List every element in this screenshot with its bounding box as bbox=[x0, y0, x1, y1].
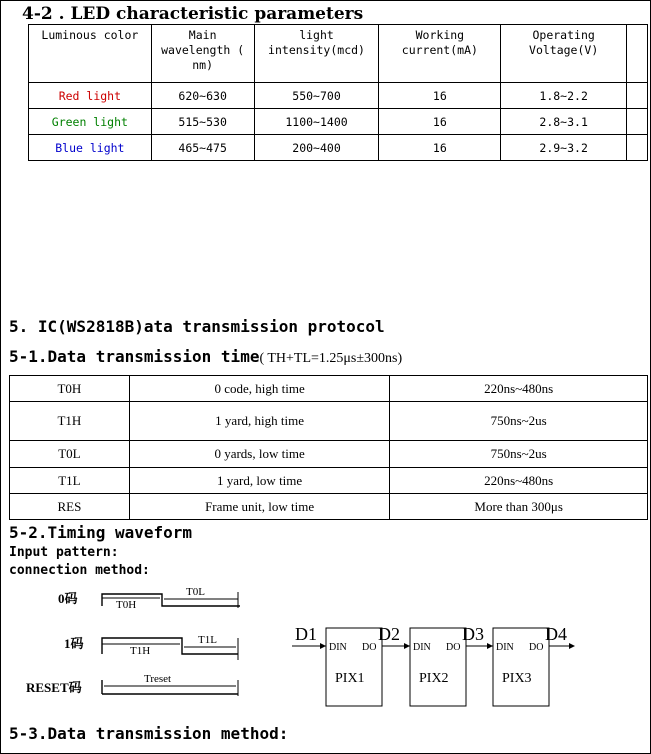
intensity: 1100~1400 bbox=[254, 109, 379, 135]
time-formula: ( TH+TL=1.25μs±300ns) bbox=[259, 351, 403, 366]
pin-do: DO bbox=[529, 642, 544, 653]
timing-code: T1H bbox=[10, 402, 130, 441]
timing-desc: Frame unit, low time bbox=[129, 494, 390, 520]
timing-code: T0L bbox=[10, 441, 130, 468]
timing-value: 220ns~480ns bbox=[390, 376, 648, 402]
timing-desc: 1 yard, high time bbox=[129, 402, 390, 441]
pixel-2: PIX2 bbox=[419, 671, 449, 686]
code1-label: 1码 bbox=[64, 636, 84, 651]
timing-value: More than 300μs bbox=[390, 494, 648, 520]
reset-code-label: RESET码 bbox=[26, 680, 82, 695]
timing-desc: 1 yard, low time bbox=[129, 468, 390, 494]
wavelength: 620~630 bbox=[151, 83, 254, 109]
pixel-3: PIX3 bbox=[502, 671, 532, 686]
table-row bbox=[29, 135, 648, 161]
col-operating-voltage: Operating Voltage(V) bbox=[501, 25, 627, 83]
pin-din: DIN bbox=[329, 642, 347, 653]
table-row bbox=[10, 376, 648, 402]
input-d4: D4 bbox=[545, 624, 567, 644]
input-pattern-label: Input pattern: bbox=[9, 545, 119, 560]
timing-desc: 0 yards, low time bbox=[129, 441, 390, 468]
connection-diagram bbox=[290, 618, 585, 710]
pin-do: DO bbox=[446, 642, 461, 653]
input-d1: D1 bbox=[295, 624, 317, 644]
table-row bbox=[10, 468, 648, 494]
data-time-heading: 5-1.Data transmission time bbox=[9, 347, 260, 366]
timing-waveform-heading: 5-2.Timing waveform bbox=[9, 523, 193, 542]
extra-cell bbox=[627, 135, 648, 161]
connection-method-label: connection method: bbox=[9, 563, 150, 578]
extra-cell bbox=[627, 83, 648, 109]
intensity: 200~400 bbox=[254, 135, 379, 161]
protocol-heading: 5. IC(WS2818B)ata transmission protocol bbox=[9, 317, 385, 336]
current: 16 bbox=[379, 83, 501, 109]
code0-label: 0码 bbox=[58, 591, 78, 606]
timing-code: T1L bbox=[10, 468, 130, 494]
color-blue: Blue light bbox=[29, 135, 152, 161]
input-d2: D2 bbox=[378, 624, 400, 644]
wavelength: 515~530 bbox=[151, 109, 254, 135]
voltage: 2.9~3.2 bbox=[501, 135, 627, 161]
timing-value: 750ns~2us bbox=[390, 402, 648, 441]
color-green: Green light bbox=[29, 109, 152, 135]
pin-din: DIN bbox=[496, 642, 514, 653]
extra-cell bbox=[627, 109, 648, 135]
col-main-wavelength: Main wavelength ( nm) bbox=[151, 25, 254, 83]
table-row bbox=[10, 441, 648, 468]
intensity: 550~700 bbox=[254, 83, 379, 109]
pin-din: DIN bbox=[413, 642, 431, 653]
col-light-intensity: light intensity(mcd) bbox=[254, 25, 379, 83]
transmission-method-heading: 5-3.Data transmission method: bbox=[9, 724, 289, 743]
treset-label: Treset bbox=[144, 673, 172, 685]
voltage: 1.8~2.2 bbox=[501, 83, 627, 109]
current: 16 bbox=[379, 135, 501, 161]
timing-value: 750ns~2us bbox=[390, 441, 648, 468]
table-row bbox=[29, 109, 648, 135]
wavelength: 465~475 bbox=[151, 135, 254, 161]
current: 16 bbox=[379, 109, 501, 135]
timing-heading-line bbox=[9, 347, 402, 367]
voltage: 2.8~3.1 bbox=[501, 109, 627, 135]
led-section-heading: 4-2 . LED characteristic parameters bbox=[22, 4, 364, 24]
table-row bbox=[29, 83, 648, 109]
led-table bbox=[28, 24, 648, 161]
input-d3: D3 bbox=[462, 624, 484, 644]
timing-value: 220ns~480ns bbox=[390, 468, 648, 494]
color-red: Red light bbox=[29, 83, 152, 109]
pin-do: DO bbox=[362, 642, 377, 653]
timing-code: T0H bbox=[10, 376, 130, 402]
timing-waveform-diagram bbox=[20, 580, 250, 705]
t0h-label: T0H bbox=[116, 599, 137, 611]
table-row bbox=[10, 494, 648, 520]
col-luminous-color: Luminous color bbox=[29, 25, 152, 83]
col-working-current: Working current(mA) bbox=[379, 25, 501, 83]
col-extra bbox=[627, 25, 648, 83]
t1l-label: T1L bbox=[198, 634, 217, 646]
t1h-label: T1H bbox=[130, 645, 151, 657]
timing-table bbox=[9, 375, 648, 520]
pixel-1: PIX1 bbox=[335, 671, 365, 686]
timing-code: RES bbox=[10, 494, 130, 520]
timing-desc: 0 code, high time bbox=[129, 376, 390, 402]
table-row bbox=[10, 402, 648, 441]
t0l-label: T0L bbox=[186, 586, 205, 598]
